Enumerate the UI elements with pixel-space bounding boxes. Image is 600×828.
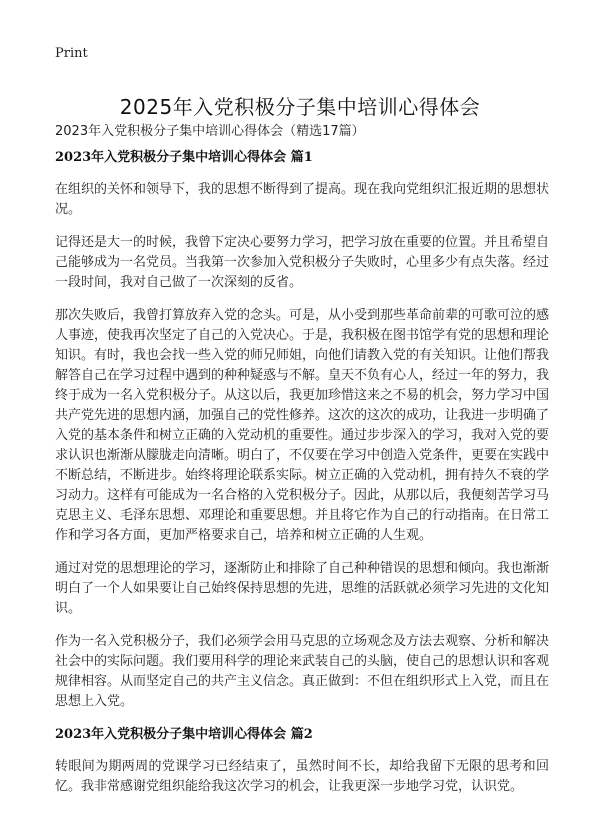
page-title: 2025年入党积极分子集中培训心得体会	[119, 95, 481, 120]
section-heading: 2023年入党积极分子集中培训心得体会 篇2	[55, 727, 313, 742]
article-subtitle: 2023年入党积极分子集中培训心得体会（精选17篇）	[55, 124, 365, 139]
paragraph: 转眼间为期两周的党课学习已经结束了，虽然时间不长，却给我留下无限的思考和回忆。我非常感谢党组织能给我这次学习的机会，让我更深一步地学习党，认识党。	[55, 759, 549, 794]
paragraph: 那次失败后，我曾打算放弃入党的念头。可是，从小受到那些革命前辈的可歌可泣的感人事迹，使我再次坚定了自己的入党决心。于是，我积极在图书馆学有党的思想和理论知识。有时，我也会找一些入党的师兄师姐，向他们请教入党的有关知识。让他们帮我解答自己在学习过程中遇到的种种疑惑与不解。皇天不负有心人，经过一年的努力，我终于成为一名入党积极分子。从这以后，我更加珍惜这来之不易的机会，努力学习中国共产党先进的思想内涵，加强自己的党性修养。这次的这次的成功，让我进一步明确了入党的基本条件和树立正确的入党动机的重要性。通过步步深入的学习，我对入党的要求认识也渐渐从朦胧走向清晰。明白了，不仅要在学习中创造入党条件，更要在实践中不断总结，不断进步。始终将理论联系实际。树立正确的入党动机，拥有持久不衰的学习动力。这样有可能成为一名合格的入党积极分子。因此，从那以后，我便刻苦学习马克思主义、毛泽东思想、邓理论和重要思想。并且将它作为自己的行动指南。在日常工作和学习各方面，更加严格要求自己，培养和树立正确的人生观。	[55, 308, 550, 543]
article-body	[55, 148, 549, 810]
paragraph: 在组织的关怀和领导下，我的思想不断得到了提高。现在我向党组织汇报近期的思想状况。	[55, 182, 550, 217]
article-section-1	[55, 148, 549, 712]
print-link[interactable]: Print	[55, 46, 88, 61]
paragraph: 作为一名入党积极分子，我们必须学会用马克思的立场观念及方法去观察、分析和解决社会中的实际问题。我们要用科学的理论来武装自己的头脑，使自己的思想认识和客观规律相容。从而坚定自己的共产主义信念。真正做到：不但在组织形式上入党，而且在思想上入党。	[55, 634, 550, 709]
section-heading: 2023年入党积极分子集中培训心得体会 篇1	[55, 150, 313, 165]
article-section-2	[55, 725, 549, 797]
paragraph: 通过对党的思想理论的学习，逐渐防止和排除了自己种种错误的思想和倾向。我也渐渐明白了一个人如果要让自己始终保持思想的先进，思维的活跃就必须学习先进的文化知识。	[55, 561, 550, 616]
paragraph: 记得还是大一的时候，我曾下定决心要努力学习，把学习放在重要的位置。并且希望自己能够成为一名党员。当我第一次参加入党积极分子失败时，心里多少有点失落。经过一段时间，我对自己做了一次深刻的反省。	[55, 235, 550, 290]
